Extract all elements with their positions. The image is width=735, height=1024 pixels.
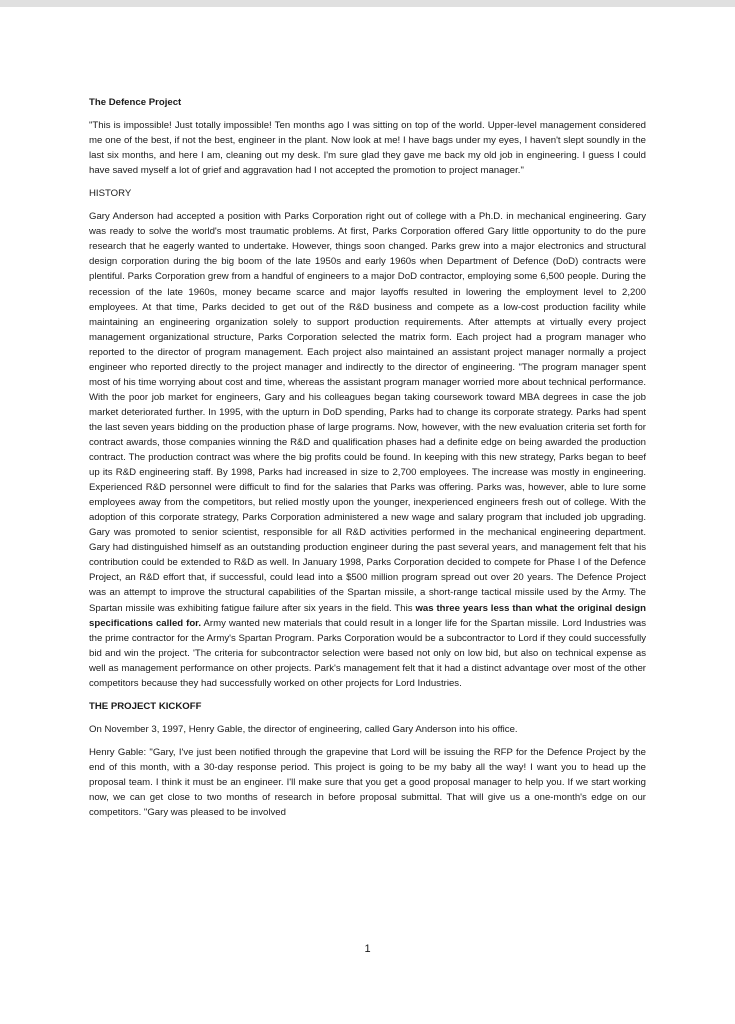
intro-paragraph: "This is impossible! Just totally impossible! Ten months ago I was sitting on top of the world. Upper-level management considered me one of the best, if not the best, engineer in the plant. Now look at me! I have bags under my eyes, I haven't slept soundly in the last six months, and here I am, cleaning out my desk. I'm sure glad they gave me back my old job in engineering. I guess I could have saved myself a lot of grief and aggravation had I not accepted the promotion to project manager." bbox=[89, 120, 646, 177]
history-text-part2: Army wanted new materials that could result in a longer life for the Spartan missile. Lord Industries was the prime contractor for the Army's Spartan Program. Parks Corporation would be a subcontractor to Lord if they could successfully bid and win the project. 'The criteria for subcontractor selection were based not only on low bid, but also on technical expense as well as management performance on other projects. Park's management felt that it had a distinct advantage over most of the other competitors because they had successfully worked on other projects for Lord Industries. bbox=[89, 617, 647, 689]
kickoff-dialogue-paragraph: Henry Gable: "Gary, I've just been notified through the grapevine that Lord will be issuing the RFP for the Defence Project by the end of this month, with a 30-day response period. This project is going to be my baby all the way! I want you to head up the proposal team. I think it must be an engineer. I'll make sure that you get a good proposal manager to help you. If we start working now, we can get close to two months of research in before proposal submittal. That will give us a one-month's edge on our competitors. "Gary was pleased to be involved bbox=[89, 746, 646, 819]
kickoff-heading: THE PROJECT KICKOFF bbox=[89, 700, 202, 712]
history-text-part1: Gary Anderson had accepted a position with Parks Corporation right out of college with a Ph.D. in mechanical engineering. Gary was ready to solve the world's most traumatic problems. At first, Parks Corporation offered Gary little opportunity to do the pure research that he eagerly wanted to undertake. However, things soon changed. Parks grew into a major electronics and structural design corporation during the big boom of the late 1950s and early 1960s when Department of Defence (DoD) contracts were plentiful. Parks Corporation grew from a handful of engineers to a major DoD contractor, employing some 6,500 people. During the recession of the late 1960s, money became scarce and major layoffs resulted in lowering the employment level to 2,200 employees. At that time, Parks decided to get out of the R&D business and compete as a low-cost production facility while maintaining an engineering organization solely to support production requirements. After attempts at virtually every project management organizational structure, Parks Corporation selected the matrix form. Each project had a program manager who reported to the director of program management. Each project also maintained an assistant project manager normally a project engineer who reported directly to the project manager and indirectly to the director of engineering. "The program manager spent most of his time worrying about cost and time, whereas the assistant program manager worried more about technical performance. With the poor job market for engineers, Gary and his colleagues began taking coursework toward MBA degrees in case the job market deteriorated further. In 1995, with the upturn in DoD spending, Parks had to change its corporate strategy. Parks had spent the last seven years bidding on the production phase of large programs. Now, however, with the new evaluation criteria set forth for contract awards, those companies winning the R&D and qualification phases had a definite edge on being awarded the production contract. The production contract was where the big profits could be found. In keeping with this new strategy, Parks began to beef up its R&D engineering staff. By 1998, Parks had increased in size to 2,700 employees. The increase was mostly in engineering. Experienced R&D personnel were difficult to find for the salaries that Parks was offering. Parks was, however, able to lure some employees away from the competitors, but relied mostly upon the younger, inexperienced engineers fresh out of college. With the adoption of this corporate strategy, Parks Corporation administered a new wage and salary program that included job upgrading. Gary was promoted to senior scientist, responsible for all R&D activities performed in the mechanical engineering department. Gary had distinguished himself as an outstanding production engineer during the past several years, and management felt that his contribution could be extended to R&D as well. In January 1998, Parks Corporation decided to compete for Phase I of the Defence Project, an R&D effort that, if successful, could lead into a $500 million program spread out over 20 years. The Defence Project was an attempt to improve the structural capabilities of the Spartan missile, a short-range tactical missile used by the Army. The Spartan missile was exhibiting fatigue failure after six years in the field. This bbox=[89, 211, 646, 614]
document-title: The Defence Project bbox=[89, 97, 182, 108]
page-number: 1 bbox=[364, 943, 371, 955]
kickoff-intro-paragraph: On November 3, 1997, Henry Gable, the director of engineering, called Gary Anderson into his office. bbox=[89, 723, 518, 735]
document-page bbox=[0, 7, 735, 1024]
history-bold-text: was three years less than what the original design specifications called for. bbox=[89, 602, 646, 629]
document-body bbox=[89, 95, 646, 828]
history-heading: HISTORY bbox=[89, 188, 132, 200]
viewer-top-bar bbox=[0, 0, 735, 7]
history-paragraph bbox=[89, 209, 646, 691]
